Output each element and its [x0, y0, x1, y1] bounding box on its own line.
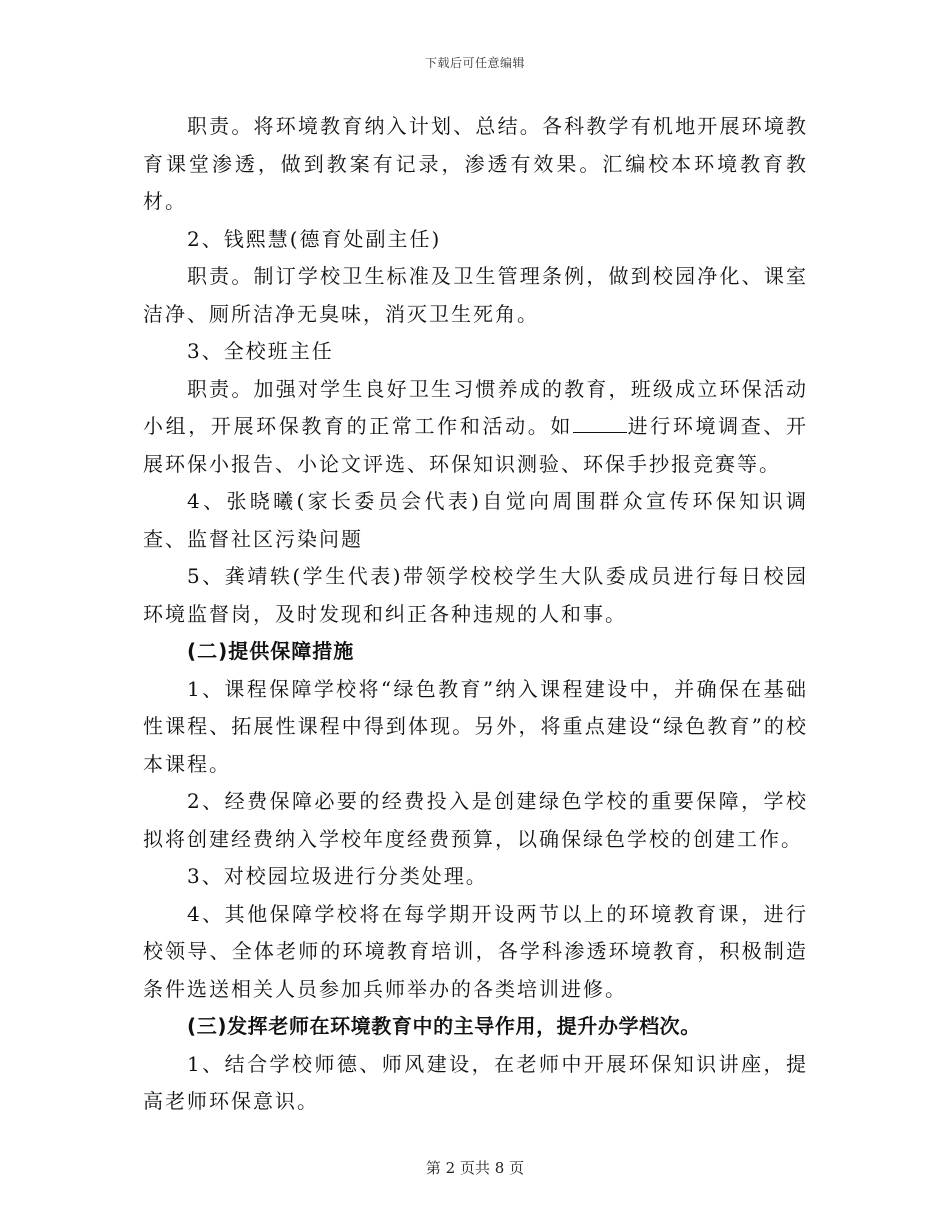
paragraph: 职责。将环境教育纳入计划、总结。各科教学有机地开展环境教育课堂渗透，做到教案有记录，渗透有效果。汇编校本环境教育教材。	[143, 114, 808, 213]
paragraph: 3、对校园垃圾进行分类处理。	[187, 864, 488, 888]
paragraph: 2、经费保障必要的经费投入是创建绿色学校的重要保障，学校拟将创建经费纳入学校年度经费预算，以确保绿色学校的创建工作。	[143, 789, 808, 851]
paragraph-text: 进行环境调查、开展环保小报告、小论文评选、环保知识测验、环保手抄报竞赛等。	[143, 414, 809, 476]
paragraph: 4、张晓曦(家长委员会代表)自觉向周围群众宣传环保知识调查、监督社区污染问题	[143, 489, 808, 551]
document-body	[143, 108, 808, 1121]
paragraph: 1、课程保障学校将“绿色教育”纳入课程建设中，并确保在基础性课程、拓展性课程中得到体现。另外，将重点建设“绿色教育”的校本课程。	[143, 676, 808, 776]
paragraph: 1、结合学校师德、师风建设，在老师中开展环保知识讲座，提高老师环保意识。	[143, 1051, 808, 1113]
paragraph-text: 职责。加强对学生良好卫生习惯养成的教育，班级成立环保活动小组，开展环保教育的正常工作和活动。如	[143, 376, 808, 438]
paragraph: 5、龚靖轶(学生代表)带领学校校学生大队委成员进行每日校园环境监督岗，及时发现和纠正各种违规的人和事。	[143, 564, 808, 626]
fill-in-blank	[573, 412, 627, 433]
paragraph: 3、全校班主任	[187, 339, 334, 363]
paragraph: 职责。制订学校卫生标准及卫生管理条例，做到校园净化、课室洁净、厕所洁净无臭味，消灭卫生死角。	[143, 264, 808, 326]
section-heading: (二)提供保障措施	[187, 639, 355, 663]
paragraph	[143, 371, 808, 484]
section-heading: (三)发挥老师在环境教育中的主导作用，提升办学档次。	[187, 1014, 701, 1038]
paragraph: 2、钱熙慧(德育处副主任)	[187, 226, 442, 251]
page-number: 第 2 页共 8 页	[425, 1159, 525, 1177]
paragraph: 4、其他保障学校将在每学期开设两节以上的环境教育课，进行校领导、全体老师的环境教育培训，各学科渗透环境教育，积极制造条件选送相关人员参加兵师举办的各类培训进修。	[143, 901, 808, 1001]
page-header: 下载后可任意编辑	[424, 56, 525, 70]
